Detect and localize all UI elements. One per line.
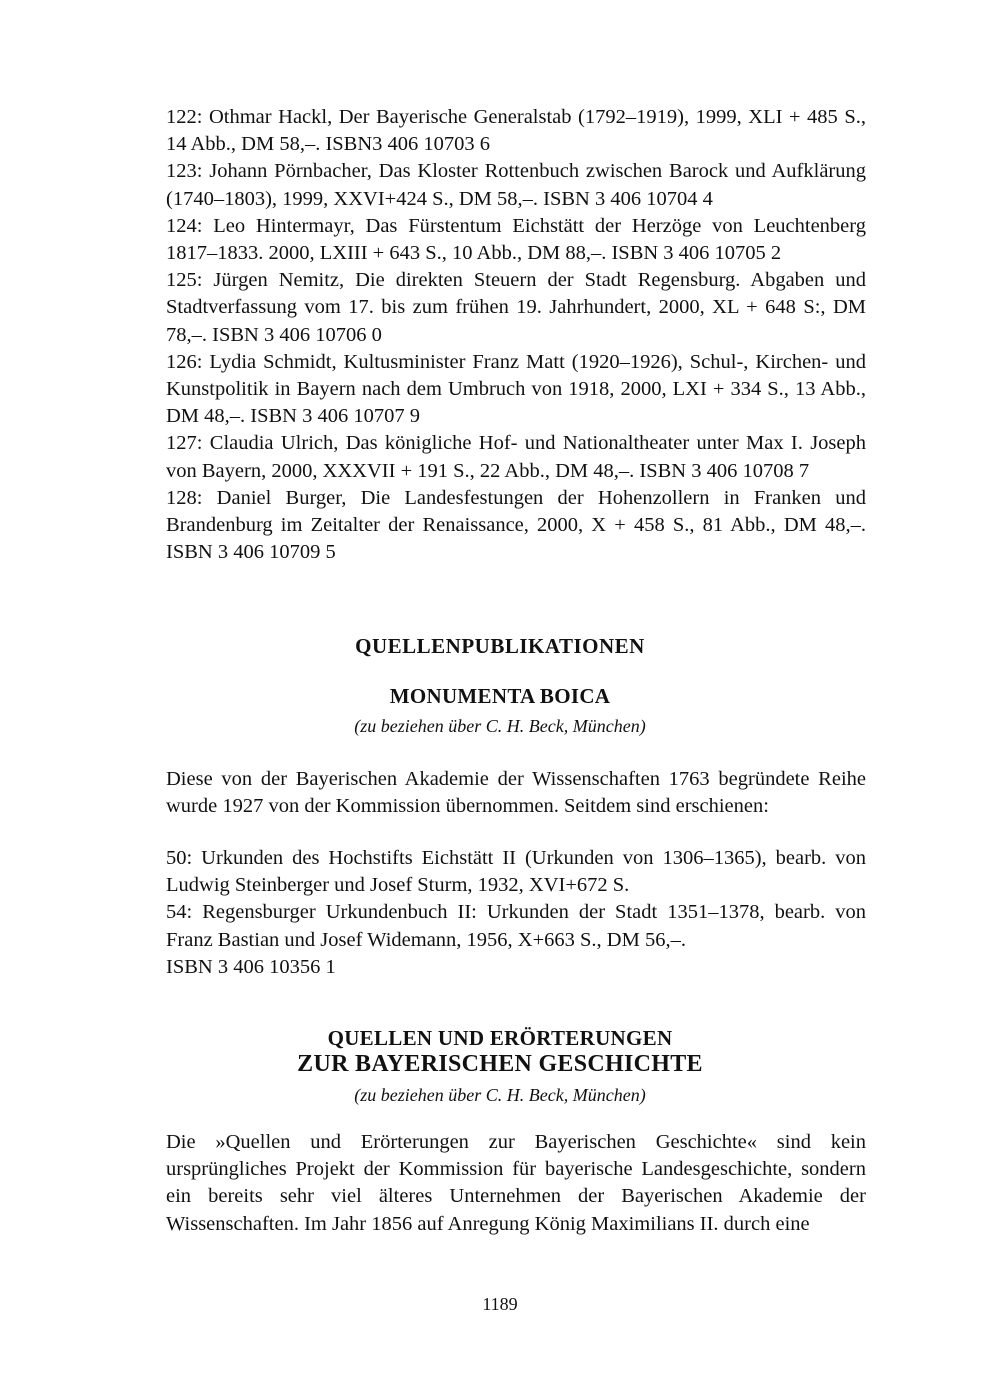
- quellen-intro: Die »Quellen und Erörterungen zur Bayerischen Geschichte« sind kein ursprüngliches Projekt der Kommission für bayerische Landesgeschichte, sondern ein bereits sehr viel älteres Unternehmen der Bayerischen Akademie der Wissenschaften. Im Jahr 1856 auf Anregung König Maximilians II. durch eine: [166, 1131, 866, 1235]
- series-entry-123: 123: Johann Pörnbacher, Das Kloster Rottenbuch zwischen Barock und Aufklärung (1740–1803), 1999, XXVI+424 S., DM 58,–. ISBN 3 406 10704 4: [166, 160, 866, 210]
- series-entry-126: 126: Lydia Schmidt, Kultusminister Franz Matt (1920–1926), Schul-, Kirchen- und Kunstpolitik in Bayern nach dem Umbruch von 1918, 2000, LXI + 334 S., 13 Abb., DM 48,–. ISBN 3 406 10707 9: [166, 350, 866, 428]
- series-entry-122: 122: Othmar Hackl, Der Bayerische Generalstab (1792–1919), 1999, XLI + 485 S., 14 Abb., DM 58,–. ISBN3 406 10703 6: [166, 106, 866, 156]
- page-number: 1189: [482, 1294, 518, 1314]
- monumenta-publisher-note: (zu beziehen über C. H. Beck, München): [354, 716, 646, 736]
- monumenta-title: MONUMENTA BOICA: [389, 684, 611, 708]
- section-heading: QUELLENPUBLIKATIONEN: [355, 634, 645, 658]
- quellen-title-line2: ZUR BAYERISCHEN GESCHICHTE: [297, 1051, 703, 1077]
- monumenta-intro: Diese von der Bayerischen Akademie der Wissenschaften 1763 begründete Reihe wurde 1927 von der Kommission übernommen. Seitdem sind erschienen:: [166, 768, 866, 818]
- series-entry-128: 128: Daniel Burger, Die Landesfestungen der Hohenzollern in Franken und Brandenburg im Zeitalter der Renaissance, 2000, X + 458 S., 81 Abb., DM 48,–. ISBN 3 406 10709 5: [166, 486, 866, 564]
- monumenta-item-50: 50: Urkunden des Hochstifts Eichstätt II (Urkunden von 1306–1365), bearb. von Ludwig Steinberger und Josef Sturm, 1932, XVI+672 S.: [166, 847, 866, 897]
- quellen-publisher-note: (zu beziehen über C. H. Beck, München): [354, 1085, 646, 1105]
- quellen-title-line1: QUELLEN UND ERÖRTERUNGEN: [327, 1026, 673, 1050]
- series-entry-124: 124: Leo Hintermayr, Das Fürstentum Eichstätt der Herzöge von Leuchtenberg 1817–1833. 2000, LXIII + 643 S., 10 Abb., DM 88,–. ISBN 3 406 10705 2: [166, 214, 866, 265]
- monumenta-item-54: 54: Regensburger Urkundenbuch II: Urkunden der Stadt 1351–1378, bearb. von Franz Bastian und Josef Widemann, 1956, X+663 S., DM 56,–.: [166, 901, 866, 951]
- series-entry-127: 127: Claudia Ulrich, Das königliche Hof- und Nationaltheater unter Max I. Joseph von Bayern, 2000, XXXVII + 191 S., 22 Abb., DM 48,–. ISBN 3 406 10708 7: [166, 432, 866, 482]
- monumenta-item-list: [166, 845, 866, 981]
- monumenta-item-54-isbn: ISBN 3 406 10356 1: [166, 955, 336, 978]
- series-entry-list: [166, 104, 866, 566]
- series-entry-125: 125: Jürgen Nemitz, Die direkten Steuern der Stadt Regensburg. Abgaben und Stadtverfassung vom 17. bis zum frühen 19. Jahrhundert, 2000, XL + 648 S:, DM 78,–. ISBN 3 406 10706 0: [166, 269, 866, 346]
